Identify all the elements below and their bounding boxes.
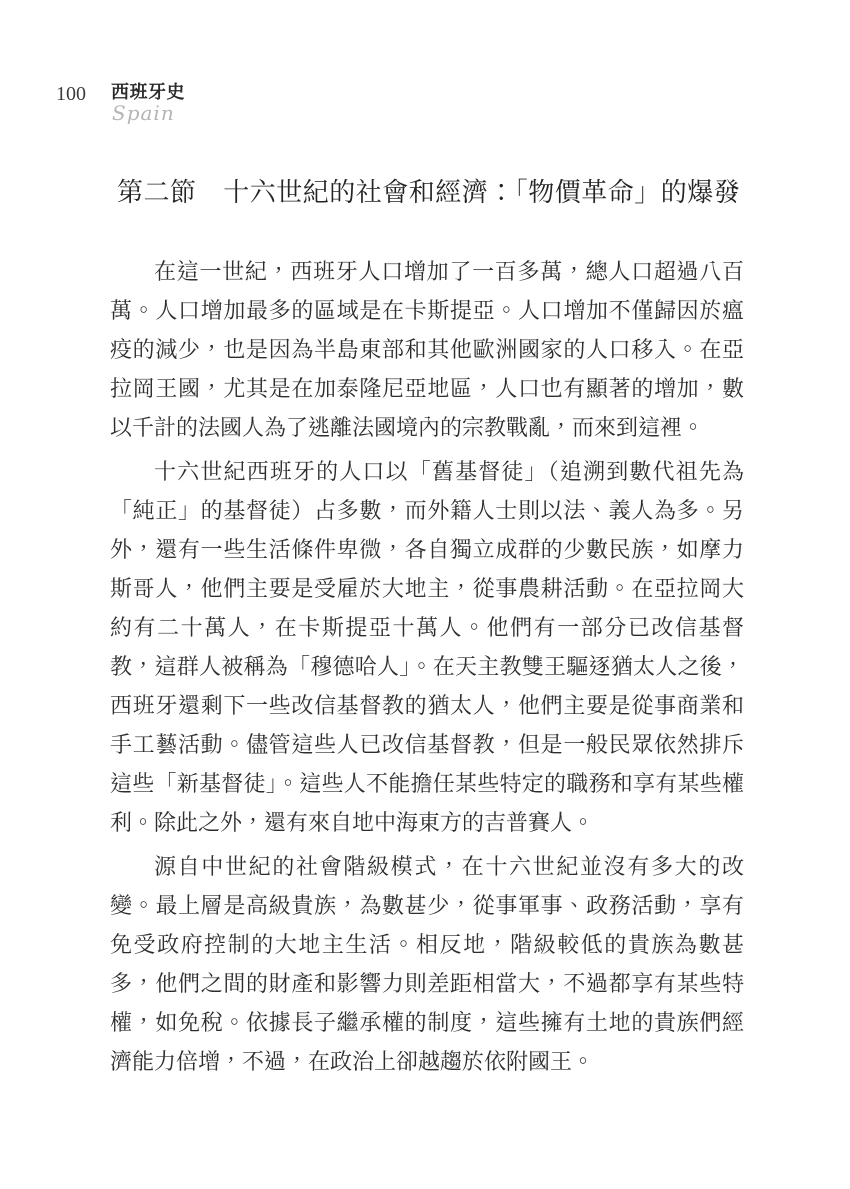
- page-number: 100: [56, 83, 86, 105]
- paragraph-population-growth: 在這一世紀，西班牙人口增加了一百多萬，總人口超過八百萬。人口增加最多的區域是在卡斯提亞。人口增加不僅歸因於瘟疫的減少，也是因為半島東部和其他歐洲國家的人口移入。在亞拉岡王國，尤其是在加泰隆尼亞地區，人口也有顯著的增加，數以千計的法國人為了逃離法國境內的宗教戰亂，而來到這裡。: [110, 259, 744, 440]
- paragraph-social-classes: 源自中世紀的社會階級模式，在十六世紀並沒有多大的改變。最上層是高級貴族，為數甚少，從事軍事、政務活動，享有免受政府控制的大地主生活。相反地，階級較低的貴族為數甚多，他們之間的財產和影響力則差距相當大，不過都享有某些特權，如免稅。依據長子繼承權的制度，這些擁有土地的貴族們經濟能力倍增，不過，在政治上卻越趨於依附國王。: [110, 854, 744, 1074]
- section-title: 十六世紀的社會和經濟：「物價革命」的爆發: [223, 177, 741, 207]
- book-title: 西班牙史: [111, 82, 185, 102]
- body-text: [110, 252, 744, 1081]
- paragraph-religious-groups: 十六世紀西班牙的人口以「舊基督徒」（追溯到數代祖先為「純正」的基督徒）占多數，而外籍人士則以法、義人為多。另外，還有一些生活條件卑微，各自獨立成群的少數民族，如摩力斯哥人，他們主要是受雇於大地主，從事農耕活動。在亞拉岡大約有二十萬人，在卡斯提亞十萬人。他們有一部分已改信基督教，這群人被稱為「穆德哈人」。在天主教雙王驅逐猶太人之後，西班牙還剩下一些改信基督教的猶太人，他們主要是從事商業和手工藝活動。儘管這些人已改信基督教，但是一般民眾依然排斥這些「新基督徒」。這些人不能擔任某些特定的職務和享有某些權利。除此之外，還有來自地中海東方的吉普賽人。: [110, 459, 744, 835]
- section-heading: [117, 175, 740, 209]
- section-number: 第二節: [117, 177, 197, 207]
- book-title-english: Spain: [112, 101, 175, 125]
